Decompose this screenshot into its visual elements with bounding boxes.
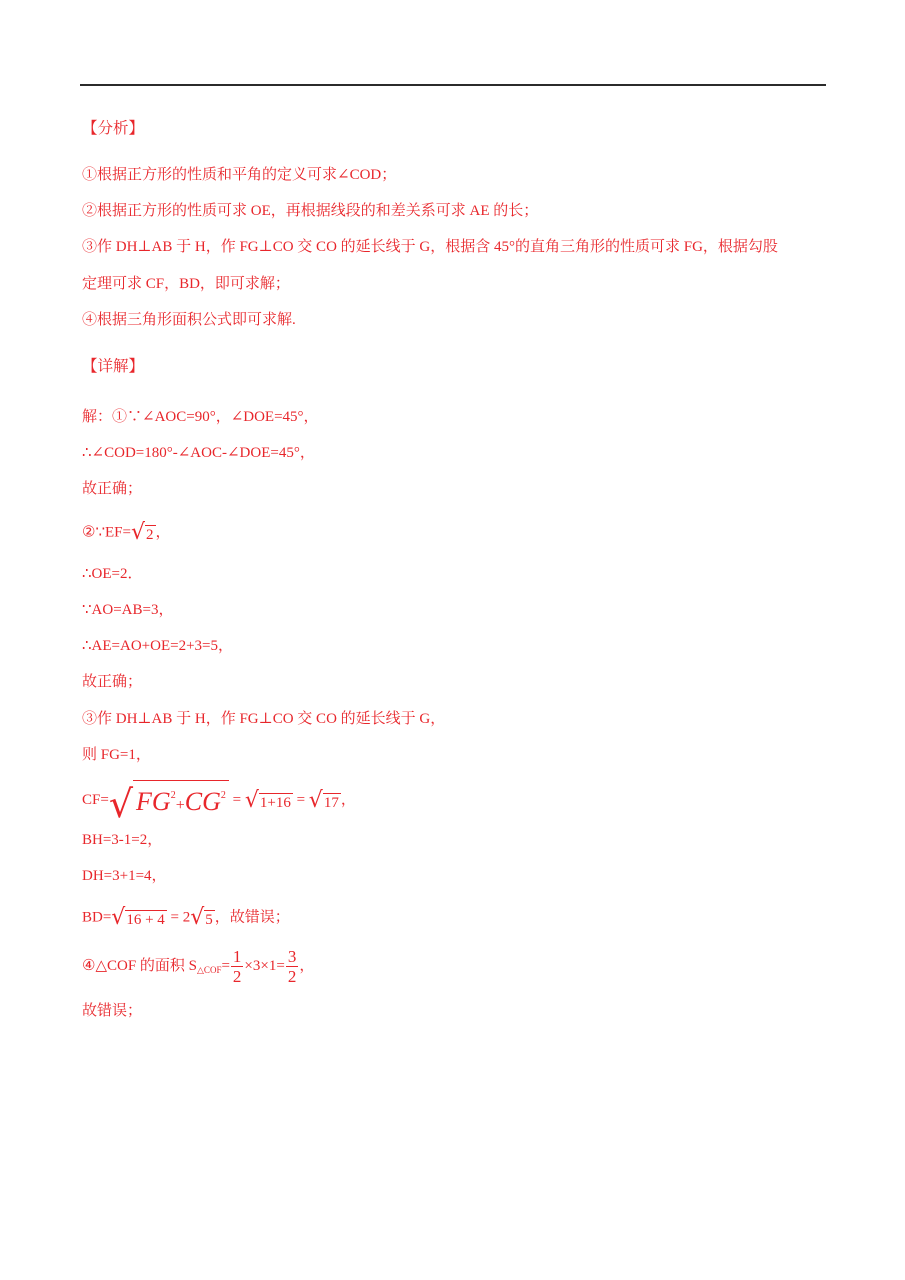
detail-line-1: 解：①∵∠AOC=90°，∠DOE=45°，: [82, 409, 319, 425]
analysis-line-1: ①根据正方形的性质和平角的定义可求∠COD；: [82, 167, 397, 183]
sqrt-5: √ 5: [190, 905, 213, 930]
fraction-three-halves: $\frac{3}{2}$: [287, 947, 297, 987]
bd-equation: BD= √ 16 + 4 = 2 √ 5 ，故错误；: [82, 905, 290, 930]
detail-line-6: ∵AO=AB=3，: [82, 602, 174, 618]
sqrt-17: √ 17: [308, 787, 339, 813]
sqrt-16-4: √ 16 + 4: [111, 905, 165, 930]
sqrt-2: √ 2: [130, 520, 154, 545]
detail-line-12: BH=3-1=2，: [82, 832, 163, 848]
analysis-line-4: 定理可求 CF，BD，即可求解；: [82, 276, 290, 292]
analysis-line-3: ③作 DH⊥AB 于 H，作 FG⊥CO 交 CO 的延长线于 G，根据含 45°的直角三角形的性质可求 FG，根据勾股: [82, 239, 778, 255]
detail-line-10: 则 FG=1，: [82, 747, 151, 763]
detail-heading: 【详解】: [82, 358, 145, 375]
analysis-line-5: ④根据三角形面积公式即可求解.: [82, 312, 296, 328]
sqrt-fg-cg: √ $FG^2+CG^2$: [109, 780, 229, 821]
ef-equation: ②∵EF= √ 2 ，: [82, 520, 171, 545]
detail-line-16: 故错误；: [82, 1003, 143, 1019]
fraction-one-half: $\frac{1}{2}$: [232, 947, 242, 987]
detail-line-9: ③作 DH⊥AB 于 H，作 FG⊥CO 交 CO 的延长线于 G，: [82, 711, 446, 727]
analysis-heading: 【分析】: [82, 120, 145, 137]
detail-line-2: ∴∠COD=180°-∠AOC-∠DOE=45°，: [82, 445, 315, 461]
detail-line-8: 故正确；: [82, 674, 143, 690]
detail-line-3: 故正确；: [82, 481, 143, 497]
cf-equation: CF= √ $FG^2+CG^2$ = √ 1+16 = √ 17 ，: [82, 782, 356, 826]
header-rule: [80, 84, 826, 86]
detail-line-13: DH=3+1=4，: [82, 868, 167, 884]
sqrt-1-16: √ 1+16: [244, 787, 291, 813]
detail-line-7: ∴AE=AO+OE=2+3=5，: [82, 638, 233, 654]
analysis-line-2: ②根据正方形的性质可求 OE，再根据线段的和差关系可求 AE 的长；: [82, 203, 539, 219]
detail-line-5: ∴OE=2．: [82, 566, 143, 582]
area-equation: ④△COF 的面积 $S_{\triangle COF}=$ $\frac{1}{2}$ ×3×1= $\frac{3}{2}$ ，: [82, 947, 315, 987]
